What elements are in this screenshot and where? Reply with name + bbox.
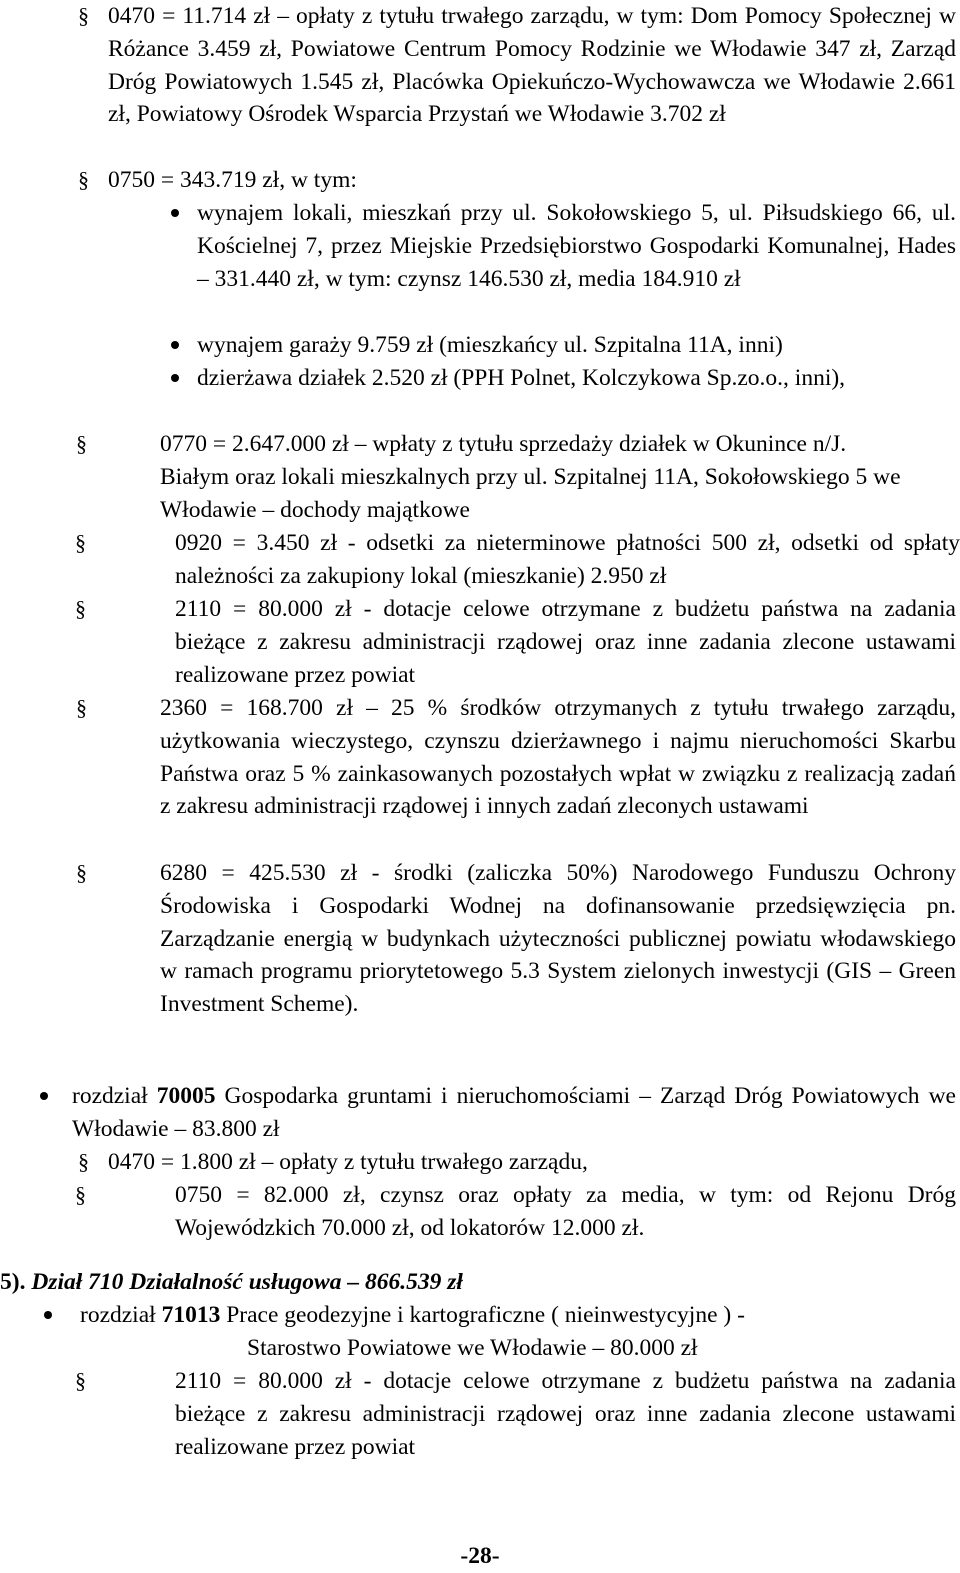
section-sign-icon: §: [76, 431, 87, 456]
section-sign-icon: §: [78, 1149, 89, 1174]
section-sign-icon: §: [75, 1182, 86, 1207]
bullet-icon: [171, 341, 179, 349]
bullet-icon: [171, 209, 179, 217]
section-sign-icon: §: [76, 695, 87, 720]
entry-0750-a: § 0750 = 343.719 zł, w tym:: [108, 164, 956, 197]
entry-6280: § 6280 = 425.530 zł - środki (zaliczka 50%) Narodowego Funduszu Ochrony Środowiska i Gospodarki Wodnej na dofinansowanie przedsięwzięcia pn. Zarządzanie energią w budynkach użyteczności publicznej powiatu włodawskiego w ramach programu priorytetowego 5.3 System zielonych inwestycji (GIS – Green Investment Scheme).: [160, 857, 956, 1021]
bullet-icon: [171, 374, 179, 382]
section-sign-icon: §: [75, 596, 86, 621]
entry-0470-a: § 0470 = 11.714 zł – opłaty z tytułu trwałego zarządu, w tym: Dom Pomocy Społecznej w Różance 3.459 zł, Powiatowe Centrum Pomocy Rodzinie we Włodawie 347 zł, Zarząd Dróg Powiatowych 1.545 zł, Placówka Opiekuńczo-Wychowawcza we Włodawie 2.661 zł, Powiatowy Ośrodek Wsparcia Przystań we Włodawie 3.702 zł: [108, 0, 956, 131]
section-sign-icon: §: [76, 860, 87, 885]
section-sign-icon: §: [78, 167, 89, 192]
section-sign-icon: §: [78, 3, 89, 28]
entry-2110-b: § 2110 = 80.000 zł - dotacje celowe otrzymane z budżetu państwa na zadania bieżące z zakresu administracji rządowej oraz inne zadania zlecone ustawami realizowane przez powiat: [175, 1365, 956, 1463]
bullet-icon: [40, 1092, 48, 1100]
section-sign-icon: §: [75, 1368, 86, 1393]
entry-0920: § 0920 = 3.450 zł - odsetki za nieterminowe płatności 500 zł, odsetki od spłaty należności za zakupiony lokal (mieszkanie) 2.950 zł: [175, 527, 960, 593]
section-sign-icon: §: [75, 530, 86, 555]
bullet-wynajem-garazy: wynajem garaży 9.759 zł (mieszkańcy ul. Szpitalna 11A, inni): [197, 329, 956, 362]
bullet-rozdzial-71013: rozdział 71013 Prace geodezyjne i kartograficzne ( nieinwestycyjne ) - Starostwo Powiatowe we Włodawie – 80.000 zł: [80, 1299, 956, 1365]
page-number: -28-: [460, 1543, 500, 1569]
bullet-wynajem-lokali: wynajem lokali, mieszkań przy ul. Sokołowskiego 5, ul. Piłsudskiego 66, ul. Kościelnej 7, przez Miejskie Przedsiębiorstwo Gospodarki Komunalnej, Hades – 331.440 zł, w tym: czynsz 146.530 zł, media 184.910 zł: [197, 197, 956, 295]
entry-0470-b: § 0470 = 1.800 zł – opłaty z tytułu trwałego zarządu,: [108, 1146, 956, 1179]
section-heading-dzial-710: 5). Dział 710 Działalność usługowa – 866.539 zł: [0, 1269, 463, 1295]
bullet-icon: [44, 1311, 52, 1319]
bullet-dzierzawa: dzierżawa działek 2.520 zł (PPH Polnet, Kolczykowa Sp.zo.o., inni),: [197, 362, 956, 395]
entry-0750-b: § 0750 = 82.000 zł, czynsz oraz opłaty za media, w tym: od Rejonu Dróg Wojewódzkich 70.000 zł, od lokatorów 12.000 zł.: [175, 1179, 956, 1245]
entry-2360: § 2360 = 168.700 zł – 25 % środków otrzymanych z tytułu trwałego zarządu, użytkowania wieczystego, czynszu dzierżawnego i najmu nieruchomości Skarbu Państwa oraz 5 % zainkasowanych pozostałych wpłat w związku z realizacją zadań z zakresu administracji rządowej i innych zadań zleconych ustawami: [160, 692, 956, 823]
bullet-rozdzial-70005: rozdział 70005 Gospodarka gruntami i nieruchomościami – Zarząd Dróg Powiatowych we Włodawie – 83.800 zł: [72, 1080, 956, 1146]
entry-2110-a: § 2110 = 80.000 zł - dotacje celowe otrzymane z budżetu państwa na zadania bieżące z zakresu administracji rządowej oraz inne zadania zlecone ustawami realizowane przez powiat: [175, 593, 956, 691]
entry-0770: § 0770 = 2.647.000 zł – wpłaty z tytułu sprzedaży działek w Okunince n/J. Białym oraz lokali mieszkalnych przy ul. Szpitalnej 11A, Sokołowskiego 5 we Włodawie – dochody majątkowe: [160, 428, 920, 526]
